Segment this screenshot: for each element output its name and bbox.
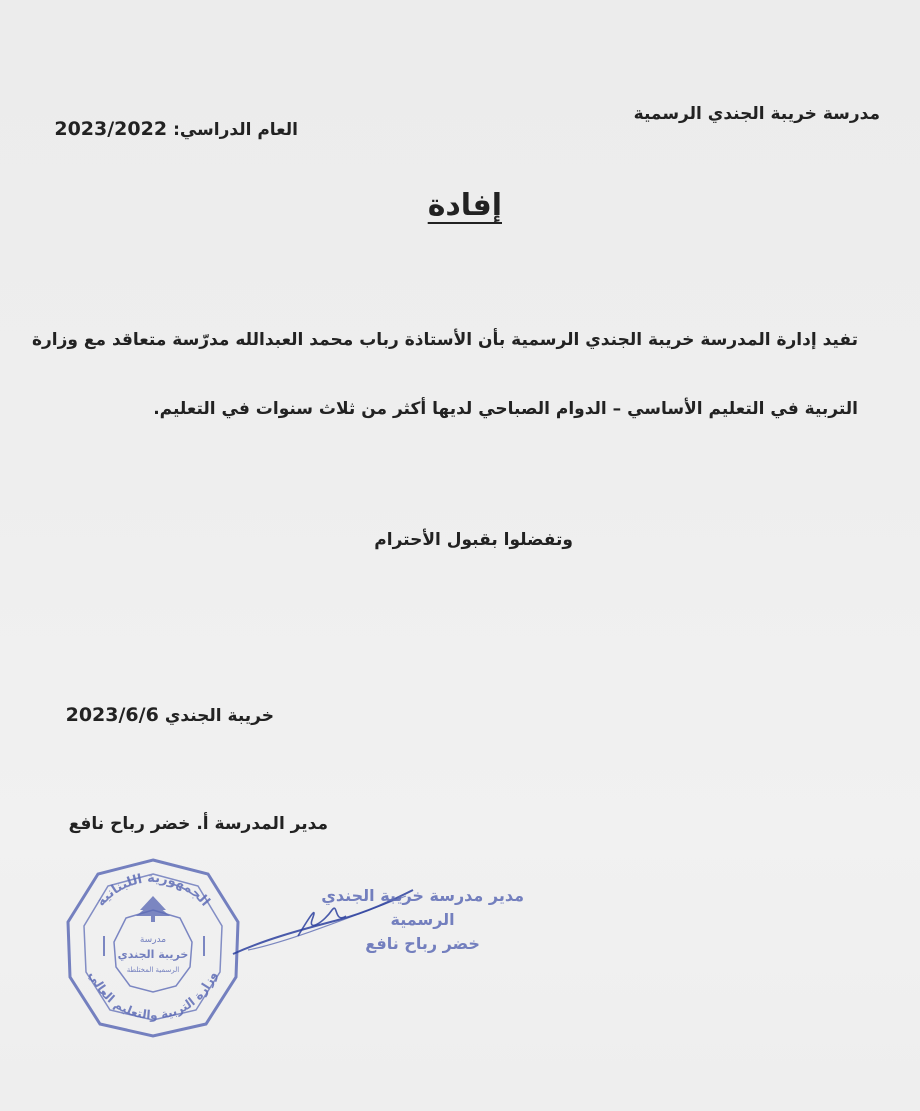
official-stamp-icon (58, 852, 248, 1042)
body-paragraph-line-1: تفيد إدارة المدرسة خريبة الجندي الرسمية بأن الأستاذة رباب محمد العبدالله مدرّسة متعاقد مع وزارة (31, 330, 858, 350)
body-paragraph-line-2: التربية في التعليم الأساسي – الدوام الصباحي لديها أكثر من ثلاث سنوات في التعليم. (153, 399, 858, 419)
place-and-date (66, 704, 274, 726)
closing-salutation: وتفضلوا بقبول الأحترام (374, 530, 573, 550)
stamp-inner-line-2: خريبة الجندي (117, 948, 189, 961)
stamp-inner-line-1: مدرسة (139, 935, 167, 945)
academic-year (54, 118, 298, 140)
place-name: خريبة الجندي (164, 706, 274, 726)
stamp-inner-line-3: الرسمية المختلطة (126, 966, 180, 974)
document-title: إفادة (427, 188, 502, 223)
stamp-outer-top-text: الجمهورية اللبنانية (93, 870, 213, 910)
cedar-icon (136, 896, 170, 922)
signature-stamp-line-1: مدير مدرسة خريبة الجندي (321, 886, 524, 905)
stamp-outer-bottom-text: وزارة التربية والتعليم العالي (86, 969, 220, 1023)
academic-year-value: 2023/2022 (54, 118, 168, 140)
director-name: مدير المدرسة أ. خضر رباح نافع (68, 814, 328, 834)
signature-stamp (321, 884, 524, 956)
svg-text:وزارة التربية والتعليم العالي (87, 969, 221, 1023)
signature-stamp-line-2: الرسمية (390, 910, 455, 929)
academic-year-label: العام الدراسي: (173, 120, 298, 140)
issue-date: 2023/6/6 (65, 704, 159, 726)
signature-stamp-line-3: خضر رباح نافع (365, 934, 480, 953)
school-name: مدرسة خريبة الجندي الرسمية (633, 104, 880, 124)
